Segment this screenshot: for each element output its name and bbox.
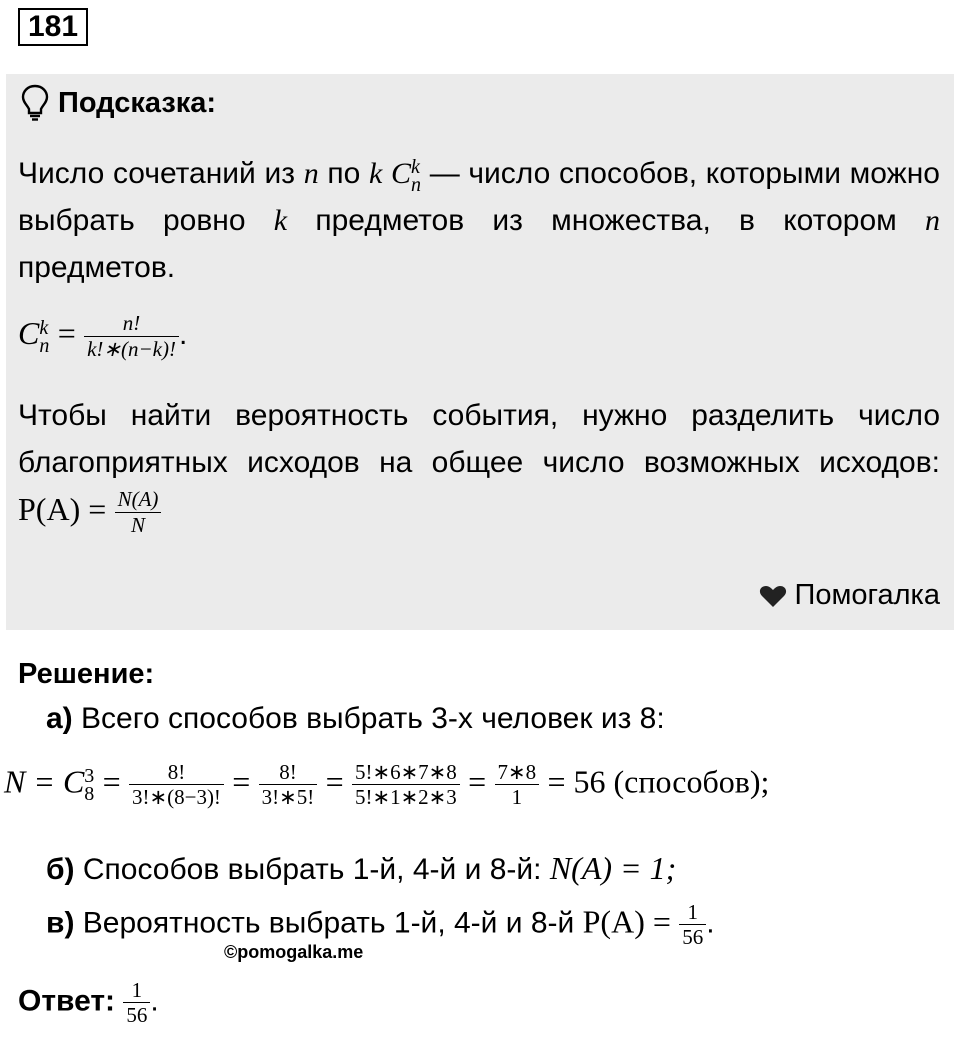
lightbulb-icon xyxy=(20,84,50,122)
solution-a-formula: N = C 3 8 = $\frac{8!}{3!∗(8-3)!}$ = $\frac{8!}{3!∗5!}$ = $\frac{5!∗6∗7∗8}{5!∗1∗2∗3}$ = $\frac{7∗8}{1}$ = 56 (способов); xyxy=(4,760,770,810)
formula-fraction: $\frac{n!}{k!∗(n-k)!}$ xyxy=(84,311,179,360)
watermark: ©pomogalka.me xyxy=(224,942,364,962)
task-number: 181 xyxy=(18,8,88,46)
solution-part-a: а) Всего способов выбрать 3-х человек из 8: xyxy=(46,702,665,735)
hint-header xyxy=(20,84,216,122)
solution-title: Решение: xyxy=(18,658,155,690)
hint-paragraph-2: Чтобы найти вероятность события, нужно разделить число благоприятных исходов на общее число возможных исходов: P(A) = $\frac{N(A)}{N}$ xyxy=(18,399,940,537)
hint-title: Подсказка: xyxy=(58,86,217,119)
hint-paragraph-1: Число сочетаний из n по k C k n — число способов, которыми можно выбрать ровно k предметов из множества, в котором n предметов. xyxy=(18,156,940,284)
heart-icon xyxy=(759,584,787,608)
hint-box xyxy=(6,74,954,630)
answer: Ответ: $\frac{1}{56}$ . xyxy=(18,978,159,1028)
probability-fraction: $\frac{N(A)}{N}$ xyxy=(115,487,162,536)
solution-part-c: в) Вероятность выбрать 1-й, 4-й и 8-й P(A) = $\frac{1}{56}$ . xyxy=(46,900,715,950)
combination-symbol: C k n xyxy=(391,156,422,197)
combination-formula: C k n = $\frac{n!}{k!∗(n-k)!}$ . xyxy=(18,311,188,361)
brand-link[interactable]: Помогалка xyxy=(759,579,940,612)
solution-part-b: б) Способов выбрать 1-й, 4-й и 8-й: N(A) = 1; xyxy=(46,850,677,886)
